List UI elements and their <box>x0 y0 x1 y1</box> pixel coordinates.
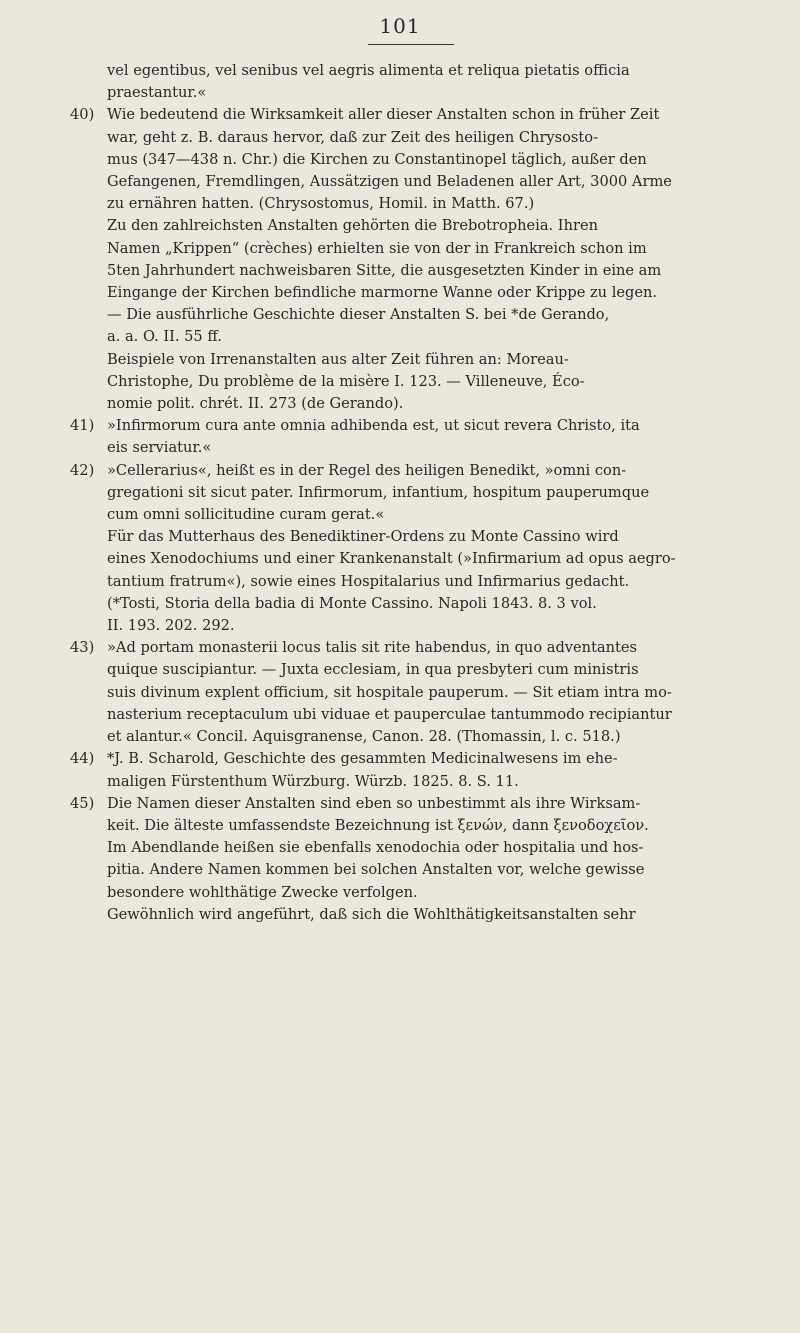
text-line: et alantur.« Concil. Aquisgranense, Canon. 28. (Thomassin, l. c. 518.) <box>107 728 621 746</box>
notes-list <box>70 104 740 926</box>
text-line: zu ernähren hatten. (Chrysostomus, Homil. in Matth. 67.) <box>107 195 535 213</box>
text-line: suis divinum explent officium, sit hospitale pauperum. — Sit etiam intra mo- <box>107 683 672 701</box>
footnote-number: 44) <box>70 750 95 768</box>
text-line: pitia. Andere Namen kommen bei solchen Anstalten vor, welche gewisse <box>107 861 645 879</box>
text-line: gregationi sit sicut pater. Infirmorum, infantium, hospitum pauperumque <box>107 483 650 501</box>
text-line: Zu den zahlreichsten Anstalten gehörten die Brebotropheia. Ihren <box>107 217 598 235</box>
text-line: a. a. O. II. 55 ff. <box>107 328 222 346</box>
text-line: mus (347—438 n. Chr.) die Kirchen zu Constantinopel täglich, außer den <box>107 150 647 168</box>
footnote-number: 45) <box>70 794 95 812</box>
text-line: tantium fratrum«), sowie eines Hospitalarius und Infirmarius gedacht. <box>107 572 630 590</box>
text-line: Im Abendlande heißen sie ebenfalls xenodochia oder hospitalia und hos- <box>107 839 644 857</box>
page-number: 101 <box>379 14 421 38</box>
text-line: Gefangenen, Fremdlingen, Aussätzigen und Beladenen aller Art, 3000 Arme <box>107 173 672 191</box>
text-line: »Infirmorum cura ante omnia adhibenda est, ut sicut revera Christo, ita <box>107 417 640 435</box>
text-line: Christophe, Du problème de la misère I. 123. — Villeneuve, Éco- <box>107 372 585 390</box>
footnote-42 <box>70 460 740 638</box>
footnote-43 <box>70 637 740 748</box>
text-line: 5ten Jahrhundert nachweisbaren Sitte, die ausgesetzten Kinder in eine am <box>107 261 662 279</box>
footnote-45 <box>70 793 740 926</box>
footnote-number: 42) <box>70 461 95 479</box>
text-line: Beispiele von Irrenanstalten aus alter Zeit führen an: Moreau- <box>107 350 569 368</box>
text-line: nasterium receptaculum ubi viduae et pauperculae tantummodo recipiantur <box>107 705 672 723</box>
text-line: quique suscipiantur. — Juxta ecclesiam, in qua presbyteri cum ministris <box>107 661 639 679</box>
text-line: Namen „Krippen“ (crèches) erhielten sie von der in Frankreich schon im <box>107 239 647 257</box>
footnote-44 <box>70 748 740 792</box>
text-line: *J. B. Scharold, Geschichte des gesammten Medicinalwesens im ehe- <box>107 750 618 768</box>
text-line: keit. Die älteste umfassendste Bezeichnung ist ξενών, dann ξενοδοχεῖον. <box>107 816 649 834</box>
text-line: war, geht z. B. daraus hervor, daß zur Zeit des heiligen Chrysosto- <box>107 128 599 146</box>
text-line: eis serviatur.« <box>107 439 212 457</box>
text-line: eines Xenodochiums und einer Krankenanstalt (»Infirmarium ad opus aegro- <box>107 550 676 568</box>
footnote-number: 40) <box>70 106 95 124</box>
footnote-40 <box>70 104 740 415</box>
text-line: maligen Fürstenthum Würzburg. Würzb. 1825. 8. S. 11. <box>107 772 519 790</box>
footnote-number: 41) <box>70 417 95 435</box>
text-line: Wie bedeutend die Wirksamkeit aller dieser Anstalten schon in früher Zeit <box>107 106 660 124</box>
text-line: besondere wohlthätige Zwecke verfolgen. <box>107 883 418 901</box>
footnote-number: 43) <box>70 639 95 657</box>
intro-block <box>70 60 740 104</box>
text-line: Für das Mutterhaus des Benediktiner-Ordens zu Monte Cassino wird <box>107 528 619 546</box>
text-line: vel egentibus, vel senibus vel aegris alimenta et reliqua pietatis officia <box>107 62 630 79</box>
header-rule <box>368 44 454 45</box>
footnotes-body <box>70 60 740 926</box>
text-line: — Die ausführliche Geschichte dieser Anstalten S. bei *de Gerando, <box>107 306 610 324</box>
text-line: (*Tosti, Storia della badia di Monte Cassino. Napoli 1843. 8. 3 vol. <box>107 594 597 612</box>
text-line: cum omni sollicitudine curam gerat.« <box>107 506 385 524</box>
text-line: nomie polit. chrét. II. 273 (de Gerando). <box>107 395 404 413</box>
text-line: Die Namen dieser Anstalten sind eben so unbestimmt als ihre Wirksam- <box>107 794 641 812</box>
text-line: »Ad portam monasterii locus talis sit rite habendus, in quo adventantes <box>107 639 638 657</box>
text-line: Gewöhnlich wird angeführt, daß sich die Wohlthätigkeitsanstalten sehr <box>107 905 636 923</box>
footnote-41 <box>70 415 740 459</box>
text-line: praestantur.« <box>107 84 207 102</box>
text-line: Eingange der Kirchen befindliche marmorne Wanne oder Krippe zu legen. <box>107 284 658 302</box>
text-line: II. 193. 202. 292. <box>107 617 235 635</box>
text-line: »Cellerarius«, heißt es in der Regel des heiligen Benedikt, »omni con- <box>107 461 627 479</box>
